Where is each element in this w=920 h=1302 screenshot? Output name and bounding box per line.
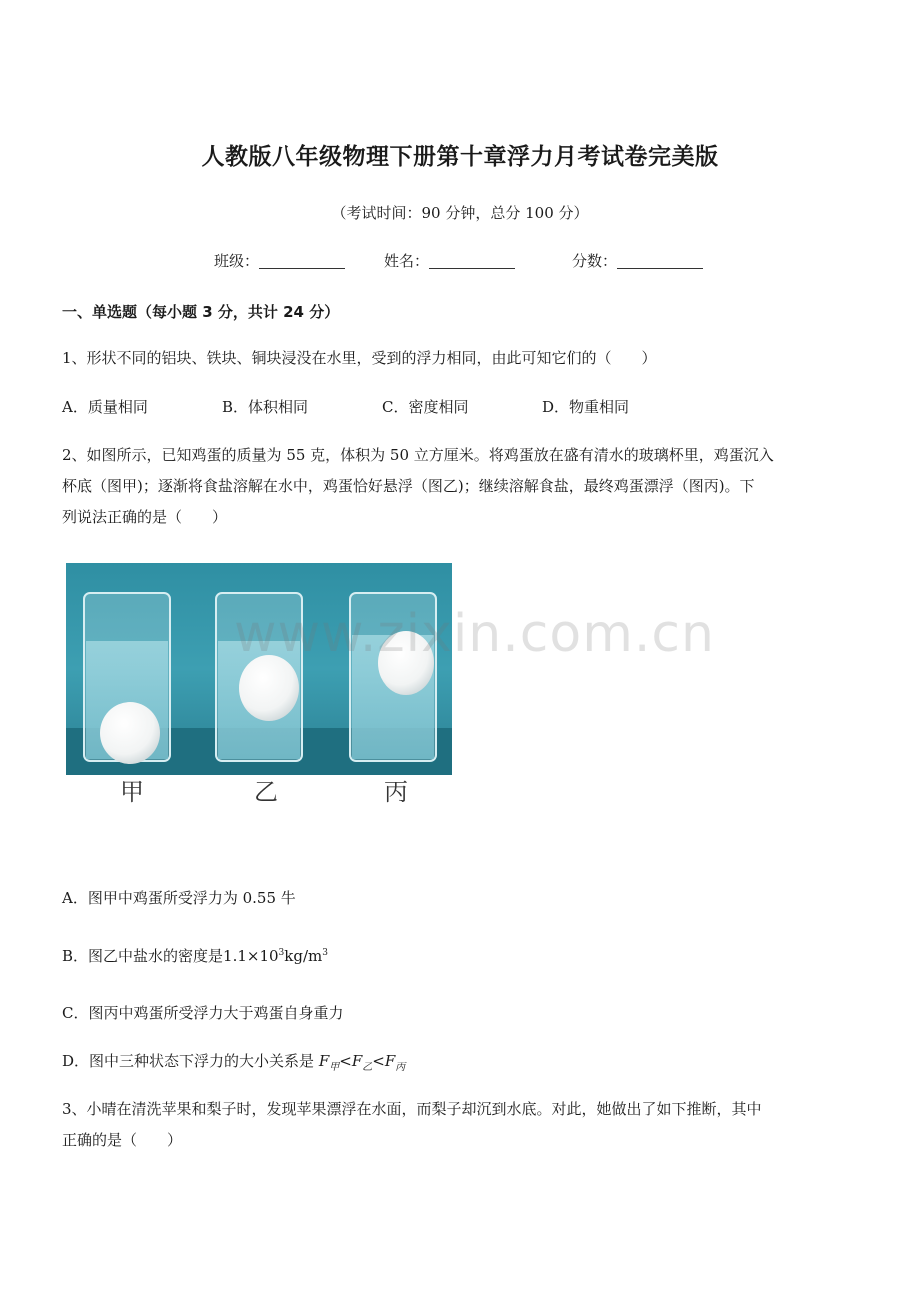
egg-jia	[100, 702, 160, 764]
question-1-text: 1、形状不同的铝块、铁块、铜块浸没在水里，受到的浮力相同，由此可知它们的（ ）	[62, 349, 657, 367]
name-blank[interactable]	[429, 252, 515, 269]
q1-option-d[interactable]: D．物重相同	[542, 398, 630, 416]
q2-line-1: 2、如图所示，已知鸡蛋的质量为 55 克，体积为 50 立方厘米。将鸡蛋放在盛有清水的玻璃杯里，鸡蛋沉入	[62, 446, 774, 464]
q2-line-3: 列说法正确的是（ ）	[62, 508, 228, 526]
name-field[interactable]	[384, 250, 515, 271]
class-blank[interactable]	[259, 252, 345, 269]
label-yi: 乙	[254, 778, 278, 806]
q2-line-2: 杯底（图甲)；逐渐将食盐溶解在水中，鸡蛋恰好悬浮（图乙)；继续溶解食盐，最终鸡蛋漂浮（图丙)。下	[62, 477, 755, 495]
q2-option-b-text: B．图乙中盐水的密度是	[62, 947, 224, 965]
egg-yi	[239, 655, 299, 721]
q2-option-b-exp: 3	[278, 948, 285, 958]
force-sub-yi: 乙	[362, 1062, 373, 1073]
q2-option-b[interactable]	[62, 945, 328, 966]
question-1-options	[62, 396, 762, 418]
q2-option-a[interactable]: A．图甲中鸡蛋所受浮力为 0.55 牛	[62, 889, 296, 907]
label-jia: 甲	[120, 778, 144, 806]
q2-option-b-unit: kg/m	[284, 947, 323, 965]
q2-option-d-text: D．图中三种状态下浮力的大小关系是	[62, 1052, 315, 1070]
less-than-1: <	[339, 1052, 352, 1070]
q2-option-b-unit-exp: 3	[322, 948, 328, 958]
q1-option-c[interactable]: C．密度相同	[382, 398, 469, 416]
force-symbol-2: F	[351, 1052, 363, 1070]
question-3-text	[62, 1094, 858, 1156]
beaker-photo	[66, 563, 452, 775]
page-title: 人教版八年级物理下册第十章浮力月考试卷完美版	[201, 144, 719, 170]
q1-option-a[interactable]: A．质量相同	[62, 398, 148, 416]
q1-option-b[interactable]: B．体积相同	[222, 398, 309, 416]
name-label: 姓名：	[384, 252, 430, 270]
beaker-jia	[84, 593, 170, 764]
force-sub-bing: 丙	[395, 1062, 406, 1073]
question-2-text	[62, 440, 858, 533]
class-label: 班级：	[214, 252, 260, 270]
q2-option-d[interactable]	[62, 1050, 405, 1073]
less-than-2: <	[372, 1052, 385, 1070]
exam-info: （考试时间：90 分钟，总分 100 分）	[331, 204, 589, 222]
egg-beaker-figure	[66, 563, 452, 775]
score-label: 分数：	[572, 252, 618, 270]
force-symbol-3: F	[384, 1052, 396, 1070]
q2-option-b-value: 1.1×10	[223, 947, 279, 965]
score-blank[interactable]	[617, 252, 703, 269]
score-field[interactable]	[572, 250, 703, 271]
class-field[interactable]	[214, 250, 345, 271]
q2-option-c[interactable]: C．图丙中鸡蛋所受浮力大于鸡蛋自身重力	[62, 1004, 344, 1022]
force-sub-jia: 甲	[329, 1062, 340, 1073]
label-bing: 丙	[384, 778, 408, 806]
watermark: www.zixin.com.cn	[234, 604, 715, 664]
q3-line-2: 正确的是（ ）	[62, 1131, 183, 1149]
force-symbol-1: F	[318, 1052, 330, 1070]
section-heading: 一、单选题（每小题 3 分，共计 24 分）	[62, 303, 340, 321]
q3-line-1: 3、小晴在清洗苹果和梨子时，发现苹果漂浮在水面，而梨子却沉到水底。对此，她做出了如下推断，其中	[62, 1100, 762, 1118]
